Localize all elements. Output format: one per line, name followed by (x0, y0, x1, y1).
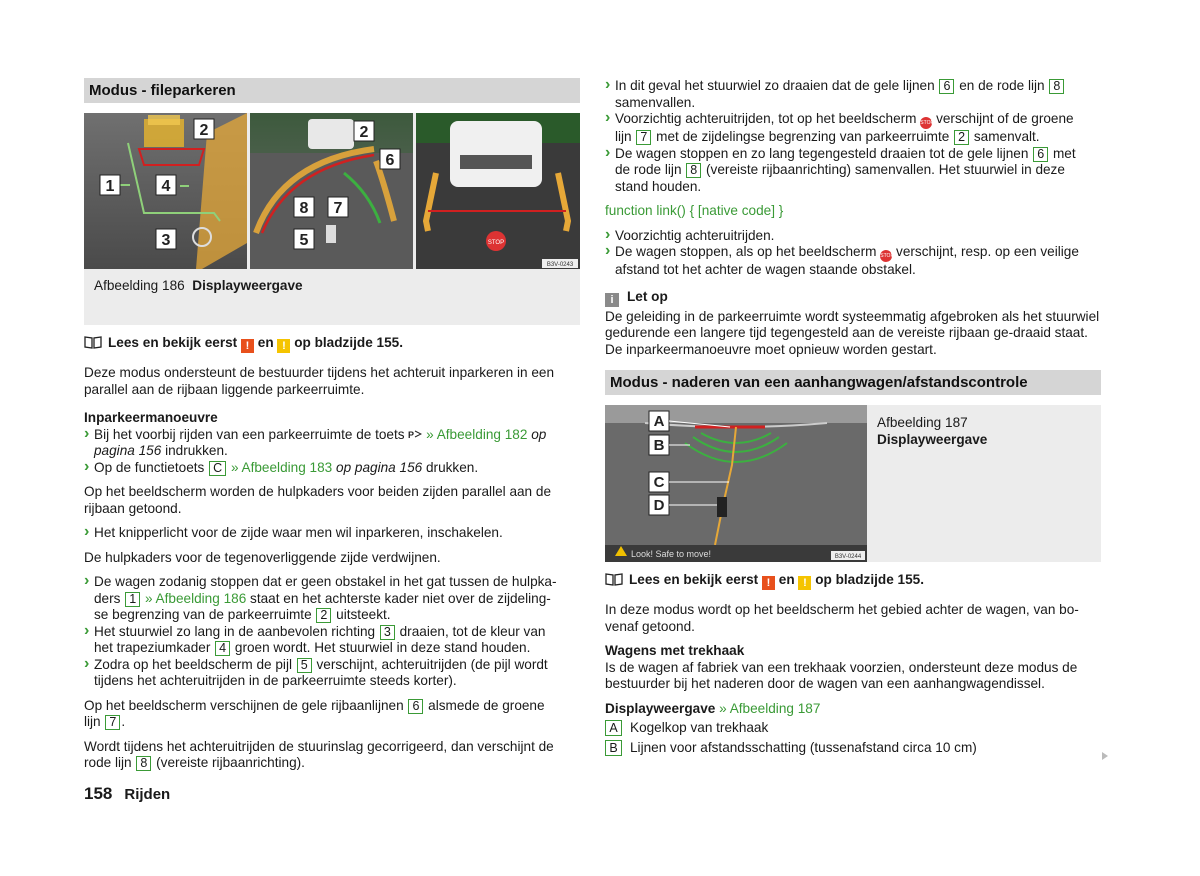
figure-code: B3V-0244 (834, 554, 862, 560)
box-3: 3 (380, 625, 395, 640)
callout-c: C (653, 474, 665, 491)
callout-5: 5 (299, 232, 309, 249)
section-title-aanhangwagen: Modus - naderen van een aanhangwagen/afstandscontrole (605, 370, 1101, 395)
warning-icon: ! (762, 576, 775, 590)
box-5: 5 (297, 658, 312, 673)
figure-186-image (84, 113, 580, 269)
caption-prefix: Afbeelding 186 (94, 278, 185, 293)
read-first-and: en (257, 335, 274, 350)
right-column (605, 78, 1101, 756)
subhead-trekhaak: Wagens met trekhaak (605, 643, 745, 658)
link-afbeelding-186[interactable]: » Afbeelding 186 (144, 590, 247, 606)
callout-2b: 2 (359, 124, 369, 141)
box-1: 1 (125, 592, 140, 607)
rb2-line1a: Voorzichtig achteruitrijden, tot op het beeldscherm (615, 111, 917, 126)
safe-to-move-text: Look! Safe to move! (631, 549, 712, 559)
link-afbeelding-183[interactable]: » Afbeelding 183 (230, 459, 333, 475)
note-title: Let op (627, 288, 668, 304)
legend-row-a (605, 720, 1101, 737)
figure-187-caption (877, 415, 987, 448)
book-icon (605, 573, 623, 586)
panel-2 (250, 113, 413, 269)
b4-line1: De wagen zodanig stoppen dat er geen obstakel in het gat tussen de hulpka- (94, 574, 557, 589)
stop-sign-label: STOP (487, 240, 505, 246)
list-item: › Het knipperlicht voor de zijde waar men wil inparkeren, inschakelen. (84, 525, 580, 542)
b6-line1a: Zodra op het beeldscherm de pijl (94, 656, 292, 672)
p4-text2: rode lijn (84, 755, 132, 770)
intro-paragraph: Deze modus ondersteunt de bestuurder tijdens het achteruit inparkeren in een parallel aan de rijbaan liggende parkeerruimte. (84, 365, 555, 397)
box-6: 6 (408, 699, 423, 714)
list-item (605, 244, 1101, 279)
b2-text: Op de functietoets (94, 459, 205, 475)
list-item (605, 78, 1101, 111)
callout-6: 6 (385, 152, 395, 169)
p3-text1: Op het beeldscherm verschijnen de gele rijbaanlijnen (84, 697, 404, 713)
list-item (605, 111, 1101, 146)
b4-line2b: staat en het achterste kader niet over de zijdeling- (250, 590, 551, 606)
rb2-line2b: met de zijdelingse begrenzing van parkeerruimte (656, 129, 950, 144)
b5-line2b: groen wordt. Het stuurwiel in deze stand houden. (234, 640, 531, 655)
p3-text4: . (121, 714, 126, 729)
p4-text1: Wordt tijdens het achteruitrijden de stuurinslag gecorrigeerd, dan verschijnt de (84, 738, 554, 754)
box-8: 8 (136, 756, 151, 771)
b5-line2a: het trapeziumkader (94, 640, 211, 655)
stop-icon: STOP (880, 250, 892, 262)
callout-a: A (653, 413, 665, 430)
svg-text:P: P (408, 429, 415, 439)
rb3-line1a: De wagen stoppen en zo lang tegengesteld draaien tot de gele lijnen (615, 145, 1029, 161)
box-8: 8 (1049, 79, 1064, 94)
rb2-line1b: verschijnt of de groene (936, 111, 1074, 126)
rb3-line1b: met (1052, 145, 1076, 161)
box-7: 7 (105, 715, 120, 730)
list-item (84, 657, 580, 690)
legend-key-b: B (605, 740, 622, 756)
box-2: 2 (954, 130, 969, 145)
paragraph-orientatielijnen (605, 203, 1101, 220)
b4-line3b: uitsteekt. (336, 607, 391, 622)
list-item (84, 427, 580, 460)
note-block (605, 289, 1101, 359)
rb1-line1a: In dit geval het stuurwiel zo draaien dat de gele lijnen (615, 78, 935, 93)
paragraph-rijbaanlijnen (84, 698, 580, 731)
panel-3 (416, 113, 580, 269)
b6-line2: tijdens het achteruitrijden in de parkeerruimte steeds korter). (94, 673, 457, 688)
b1-text-end: indrukken. (165, 443, 228, 458)
callout-d: D (653, 497, 665, 514)
list-item (605, 146, 1101, 196)
stop-icon: STOP (920, 117, 932, 129)
parking-key-icon (408, 429, 422, 439)
b6-line1b: verschijnt, achteruitrijden (de pijl wordt (316, 656, 548, 672)
continue-arrow-icon (1102, 752, 1108, 760)
caption-title: Displayweergave (877, 431, 988, 447)
read-first-prefix: Lees en bekijk eerst (108, 335, 238, 350)
figure-186-caption (84, 269, 580, 295)
b4-line3a: se begrenzing van de parkeerruimte (94, 607, 312, 622)
b1-text: Bij het voorbij rijden van een parkeerruimte de toets (94, 426, 405, 442)
legend-text-a: Kogelkop van trekhaak (630, 720, 769, 735)
legend-text-b: Lijnen voor afstandsschatting (tussenafstand circa 10 cm) (630, 739, 977, 755)
intro-paragraph: In deze modus wordt op het beeldscherm het gebied achter de wagen, van bo-venaf getoond. (605, 602, 1079, 634)
b4-line2a: ders (94, 590, 121, 606)
page-footer (84, 786, 170, 804)
figure-code: B3V-0243 (546, 262, 574, 268)
figure-187-image (605, 405, 867, 562)
paragraph-stuurinslag (84, 739, 580, 772)
p4-text3: (vereiste rijbaanrichting). (156, 755, 305, 770)
callout-3: 3 (161, 232, 171, 249)
box-8: 8 (686, 163, 701, 178)
box-6: 6 (939, 79, 954, 94)
link-afbeelding-184[interactable]: function link() { [native code] } (605, 203, 784, 218)
box-2: 2 (316, 608, 331, 623)
p3-text2: alsmede de groene (428, 697, 545, 713)
caption-prefix: Afbeelding 187 (877, 415, 968, 430)
note-icon: ! (277, 339, 290, 353)
list-item (84, 574, 580, 624)
b1-page-ref: op pagina 156 (94, 426, 547, 458)
legend-key-a: A (605, 720, 622, 736)
read-first-suffix: op bladzijde 155. (815, 572, 924, 587)
rb5-line2: afstand tot het achter de wagen staande obstakel. (615, 262, 916, 277)
rb3-line2b: (vereiste rijbaanrichting) samenvallen. Het stuurwiel in deze (706, 162, 1065, 177)
b5-line1b: draaien, tot de kleur van (399, 623, 546, 639)
rb5-line1b: verschijnt, resp. op een veilige (896, 244, 1079, 259)
rb1-line1b: en de rode lijn (959, 78, 1045, 93)
box-6: 6 (1033, 147, 1048, 162)
rb1-line2: samenvallen. (615, 94, 696, 110)
figure-186 (84, 113, 580, 325)
rb2-line2a: lijn (615, 129, 632, 144)
box-c: C (209, 461, 226, 476)
link-afbeelding-182[interactable]: » Afbeelding 182 (426, 426, 528, 442)
read-first-prefix: Lees en bekijk eerst (629, 572, 759, 587)
section-title-fileparkeren: Modus - fileparkeren (84, 78, 580, 103)
rb3-line3: stand houden. (615, 178, 702, 194)
read-first-line (84, 335, 580, 353)
paragraph-hulpkaders: Op het beeldscherm worden de hulpkaders voor beiden zijden parallel aan de rijbaan getoond. (84, 484, 552, 516)
callout-2: 2 (199, 122, 209, 139)
info-icon: i (605, 293, 619, 307)
legend-row-b (605, 740, 1101, 757)
callout-4: 4 (161, 178, 171, 195)
paragraph-tegenoverliggende: De hulpkaders voor de tegenoverliggende zijde verdwijnen. (84, 549, 441, 565)
display-ref-line (605, 701, 1101, 718)
list-item: › Voorzichtig achteruitrijden. (605, 228, 1101, 245)
b5-line1a: Het stuurwiel zo lang in de aanbevolen richting (94, 623, 376, 639)
b2-text-end: drukken. (425, 459, 479, 475)
book-icon (84, 336, 102, 349)
box-4: 4 (215, 641, 230, 656)
chapter-name: Rijden (124, 786, 171, 803)
callout-b: B (653, 437, 665, 454)
callout-8: 8 (299, 200, 309, 217)
list-item (84, 624, 580, 657)
subhead-inparkeer: Inparkeermanoeuvre (84, 410, 218, 425)
page-number: 158 (84, 784, 113, 803)
callout-7: 7 (333, 200, 343, 217)
left-column (84, 78, 580, 780)
rb5-line1a: De wagen stoppen, als op het beeldscherm (615, 244, 877, 259)
link-afbeelding-187[interactable]: » Afbeelding 187 (719, 700, 821, 716)
read-first-and: en (778, 572, 795, 587)
b2-page-ref: op pagina 156 (336, 459, 423, 475)
note-text: De geleiding in de parkeerruimte wordt systeemmatig afgebroken als het stuurwiel gedurende een langere tijd tegengesteld aan de vereiste rijbaan ge-draaid staat. De inparkeermanoeuvre moet opnieuw worden gestart. (605, 308, 1100, 357)
caption-title: Displayweergave (192, 278, 303, 293)
read-first-suffix: op bladzijde 155. (294, 335, 403, 350)
warning-icon: ! (241, 339, 254, 353)
read-first-line (605, 572, 1101, 590)
p3-text3: lijn (84, 714, 101, 729)
rb3-line2a: de rode lijn (615, 162, 682, 177)
callout-1: 1 (105, 178, 115, 195)
paragraph-trekhaak: Is de wagen af fabriek van een trekhaak voorzien, ondersteunt deze modus de bestuurder bij het naderen door de wagen van een aanhangwagendissel. (605, 659, 1078, 691)
list-item (84, 460, 580, 477)
note-icon: ! (798, 576, 811, 590)
figure-187 (605, 405, 1101, 562)
display-label: Displayweergave (605, 700, 716, 716)
rb2-line2c: samenvalt. (973, 129, 1040, 144)
box-7: 7 (636, 130, 651, 145)
